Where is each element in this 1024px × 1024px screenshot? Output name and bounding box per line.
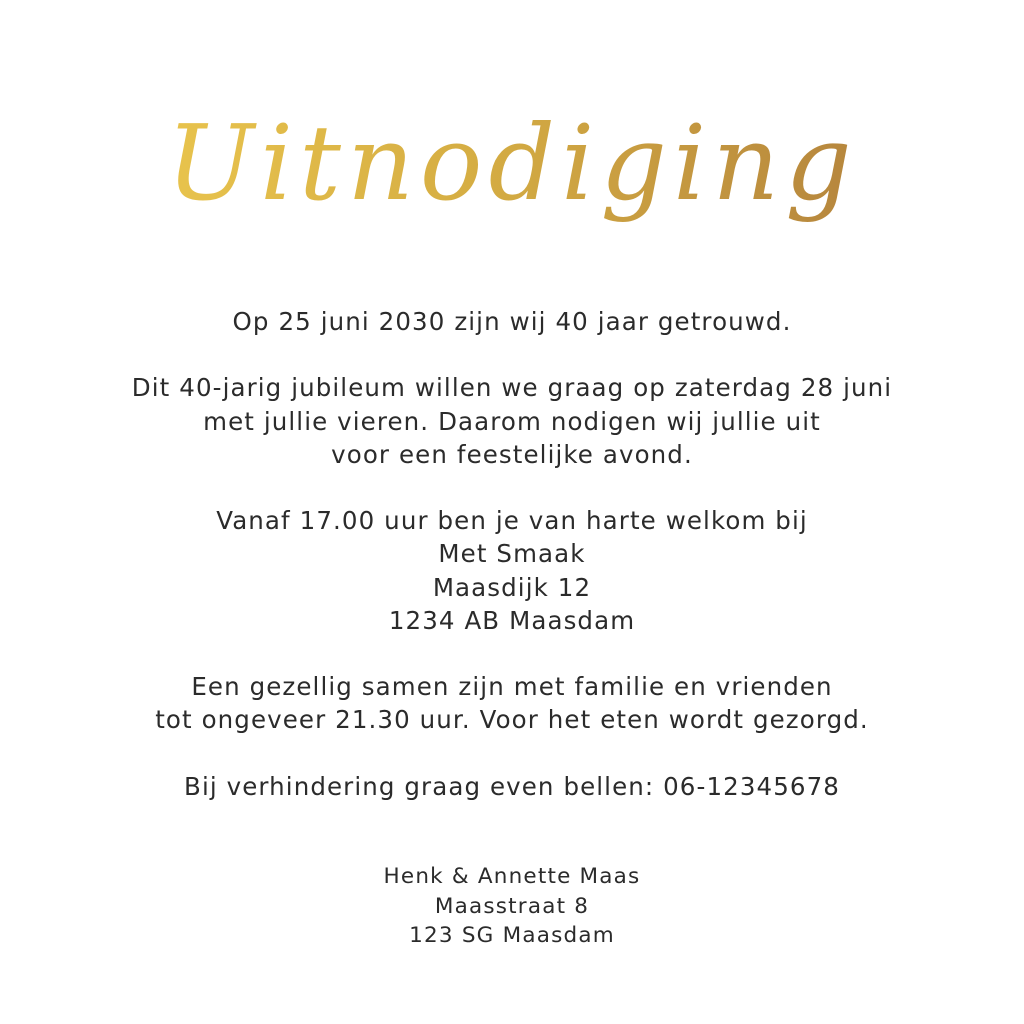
title-text: Uitnodiging	[166, 102, 858, 224]
paragraph-venue	[0, 504, 1024, 637]
text-line: Een gezellig samen zijn met familie en vrienden	[191, 672, 833, 702]
sender-street: Maasstraat 8	[434, 893, 590, 919]
sender-signature	[0, 862, 1024, 951]
text-line: voor een feestelijke avond.	[331, 439, 693, 469]
text-line: met jullie vieren. Daarom nodigen wij jullie uit	[203, 406, 821, 436]
sender-name: Henk & Annette Maas	[383, 864, 641, 889]
venue-name: Met Smaak	[438, 539, 586, 569]
invitation-body	[0, 305, 1024, 803]
rsvp-line: Bij verhindering graag even bellen: 06-12345678	[184, 771, 840, 801]
venue-city: 1234 AB Maasdam	[388, 605, 636, 635]
paragraph-celebration	[0, 371, 1024, 471]
invitation-title	[0, 88, 1024, 238]
text-line: tot ongeveer 21.30 uur. Voor het eten wordt gezorgd.	[155, 705, 869, 735]
text-line: Dit 40-jarig jubileum willen we graag op zaterdag 28 juni	[131, 373, 893, 403]
venue-street: Maasdijk 12	[432, 572, 592, 602]
paragraph-program	[0, 670, 1024, 736]
paragraph-date	[0, 305, 1024, 338]
text-line: Vanaf 17.00 uur ben je van harte welkom bij	[216, 506, 808, 536]
sender-city: 123 SG Maasdam	[409, 923, 615, 948]
paragraph-rsvp	[0, 770, 1024, 803]
text-line: Op 25 juni 2030 zijn wij 40 jaar getrouwd.	[232, 307, 792, 336]
